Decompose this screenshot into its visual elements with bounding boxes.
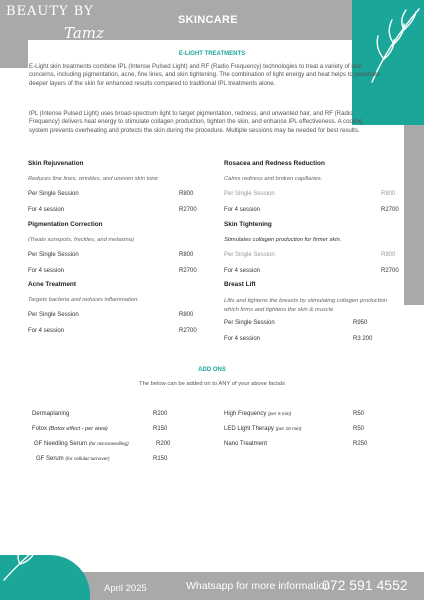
- price-label: For 4 session: [28, 328, 65, 334]
- treatment-block: [28, 160, 198, 217]
- addon-price: R50: [353, 426, 365, 432]
- leaf-icon: [0, 518, 70, 582]
- addon-label: Fotox (Botox effect - per area): [32, 426, 108, 432]
- addon-row: [32, 441, 192, 451]
- treatment-description: (Treats sunspots, freckles, and melasma): [28, 237, 134, 243]
- price-row: [28, 328, 198, 338]
- price-label: Per Single Session: [224, 252, 275, 258]
- price-label: Per Single Session: [28, 312, 79, 318]
- treatment-description: Targets bacteria and reduces inflammation.: [28, 297, 139, 303]
- price-label: Per Single Session: [28, 252, 79, 258]
- price-row: [28, 252, 198, 262]
- price-label: For 4 session: [28, 268, 65, 274]
- addon-label: Dermaplaning: [32, 411, 70, 417]
- price-value: R2700: [179, 268, 197, 274]
- addon-row: [32, 426, 192, 436]
- logo-script-text: Tamz: [64, 24, 104, 42]
- price-label: Per Single Session: [224, 320, 275, 326]
- addon-price: R200: [156, 441, 171, 447]
- addon-price: R150: [153, 426, 168, 432]
- ipl-paragraph: IPL (Intense Pulsed Light) uses broad-spectrum light to target pigmentation, redness, and unwanted hair, and RF (Radio Frequency) delivers heat energy to stimulate collagen production, tighten the skin, and enhance IPL effectiveness. A cooling system prevents overheating and protects the skin during the procedure. Multiple sessions may be needed for best results.: [29, 110, 363, 134]
- price-row: [28, 312, 198, 322]
- phone-number[interactable]: 072 591 4552: [322, 577, 408, 593]
- addon-label: Nano Treatment: [224, 441, 268, 447]
- treatment-name: Breast Lift: [224, 281, 256, 288]
- page-title: SKINCARE: [178, 14, 238, 26]
- treatment-description: Calms redness and broken capillaries.: [224, 176, 323, 182]
- treatment-name: Acne Treatment: [28, 281, 76, 288]
- logo: [6, 2, 126, 46]
- treatment-name: Rosacea and Redness Reduction: [224, 160, 325, 167]
- price-row: [28, 207, 198, 217]
- treatment-block: [28, 221, 198, 278]
- treatment-description: Stimulates collagen production for firmer skin.: [224, 237, 342, 243]
- addon-price: R200: [153, 411, 168, 417]
- addons-heading: ADD ONS: [198, 367, 226, 373]
- addon-row: [224, 441, 384, 451]
- price-value: R2700: [179, 328, 197, 334]
- price-value: R2700: [179, 207, 197, 213]
- addons-right-list: [224, 411, 384, 451]
- section-heading: E-LIGHT TREATMENTS: [178, 51, 246, 57]
- price-value: R800: [179, 191, 194, 197]
- price-row: [28, 268, 198, 278]
- price-row: [224, 320, 394, 330]
- price-value: R950: [353, 320, 368, 326]
- addon-label: LED Light Therapy (per 10 min): [224, 426, 302, 432]
- price-value: R800: [179, 312, 194, 318]
- treatment-name: Skin Rejuvenation: [28, 160, 84, 167]
- price-value: R800: [179, 252, 194, 258]
- treatment-block: [224, 160, 399, 217]
- price-row: [224, 207, 399, 217]
- treatment-description: Lifts and tightens the breasts by stimulating collagen production which firms and tightens the skin & muscle: [224, 298, 388, 313]
- treatment-block: [224, 221, 399, 278]
- addon-price: R150: [153, 456, 168, 462]
- price-value: R3 200: [353, 336, 373, 342]
- addon-label: GF Serum (for cellular turnover): [36, 456, 110, 462]
- decorative-gray-strip: [404, 125, 424, 305]
- treatment-block: [224, 281, 394, 346]
- price-value: R2700: [381, 268, 399, 274]
- addon-row: [224, 426, 384, 436]
- price-row: [28, 191, 198, 201]
- price-label: Per Single Session: [224, 191, 275, 197]
- price-value: R800: [381, 252, 396, 258]
- addon-row: [32, 456, 192, 466]
- price-row: [224, 268, 399, 278]
- addon-row: [32, 411, 192, 421]
- price-row: [224, 191, 394, 201]
- intro-paragraph: E-Light skin treatments combine IPL (Intense Pulsed Light) and RF (Radio Frequency) technologies to treat a variety of skin concerns, including pigmentation, acne, fine lines, and skin tightening. The combination of light energy and heat helps to penetrate deeper layers of the skin for enhanced results compared to traditional IPL treatments alone.: [29, 63, 381, 87]
- price-label: For 4 session: [28, 207, 65, 213]
- addons-left-list: [32, 411, 192, 466]
- price-label: Per Single Session: [28, 191, 79, 197]
- price-label: For 4 session: [224, 336, 261, 342]
- addon-label: High Frequency (per 5 min): [224, 411, 292, 417]
- price-value: R800: [381, 191, 396, 197]
- treatment-block: [28, 281, 198, 338]
- addon-price: R50: [353, 411, 365, 417]
- treatment-description: Reduces fine lines, wrinkles, and uneven skin tone: [28, 176, 158, 182]
- price-row: [224, 252, 394, 262]
- price-value: R2700: [381, 207, 399, 213]
- addon-price: R250: [353, 441, 368, 447]
- logo-text: BEAUTY BY: [6, 4, 94, 19]
- price-label: For 4 session: [224, 268, 261, 274]
- whatsapp-note: Whatsapp for more information: [186, 580, 331, 592]
- footer-date: April 2025: [104, 583, 147, 594]
- addons-note: The below can be added on to ANY of your above facials: [139, 381, 285, 387]
- treatment-name: Pigmentation Correction: [28, 221, 103, 228]
- price-label: For 4 session: [224, 207, 261, 213]
- addon-row: [224, 411, 384, 421]
- treatment-name: Skin Tightening: [224, 221, 272, 228]
- addon-label: GF Needling Serum (for microneedling): [34, 441, 129, 447]
- price-row: [224, 336, 394, 346]
